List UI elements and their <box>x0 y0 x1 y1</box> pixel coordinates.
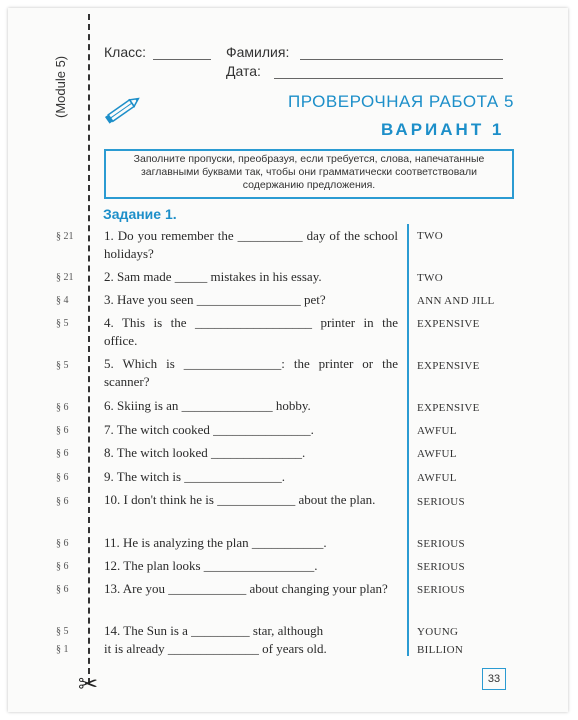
sentence: 5. Which is _______________: the printer or the scanner? <box>104 356 398 389</box>
keyword: SERIOUS <box>417 496 465 508</box>
instruction-box: Заполните пропуски, преобразуя, если требуется, слова, напечатанные заглавными буквами так, чтобы они грамматически соответствовали содержанию предложения. <box>104 149 514 199</box>
section-ref: § 6 <box>56 448 69 459</box>
section-ref: § 6 <box>56 496 69 507</box>
keyword: BILLION <box>417 644 464 656</box>
section-ref: § 6 <box>56 472 69 483</box>
keyword: SERIOUS <box>417 561 465 573</box>
sentence: 12. The plan looks _________________. <box>104 558 318 573</box>
section-ref: § 6 <box>56 561 69 572</box>
section-ref: § 6 <box>56 425 69 436</box>
section-ref: § 6 <box>56 538 69 549</box>
sentence: 1. Do you remember the __________ day of the school holidays? <box>104 228 398 261</box>
date-field[interactable] <box>274 78 503 79</box>
keyword: SERIOUS <box>417 584 465 596</box>
sentence: 3. Have you seen ________________ pet? <box>104 292 326 307</box>
keyword: AWFUL <box>417 425 457 437</box>
section-ref: § 5 <box>56 360 69 371</box>
module-label: (Module 5) <box>53 55 68 118</box>
pencil-icon <box>100 92 144 128</box>
section-ref: § 5 <box>56 626 69 637</box>
column-divider <box>407 224 409 656</box>
section-ref: § 21 <box>56 231 74 242</box>
date-label: Дата: <box>226 63 261 79</box>
section-ref: § 4 <box>56 295 69 306</box>
sentence: 8. The witch looked ______________. <box>104 445 306 460</box>
sentence: 13. Are you ____________ about changing your plan? <box>104 581 388 596</box>
sentence: 7. The witch cooked _______________. <box>104 422 314 437</box>
keyword: EXPENSIVE <box>417 402 480 414</box>
keyword: SERIOUS <box>417 538 465 550</box>
class-label: Класс: <box>104 44 146 60</box>
worksheet-title: ПРОВЕРОЧНАЯ РАБОТА 5 <box>288 92 514 111</box>
keyword: AWFUL <box>417 448 457 460</box>
page-number: 33 <box>482 668 506 690</box>
scissors-icon: ✂ <box>78 672 99 698</box>
sentence: 2. Sam made _____ mistakes in his essay. <box>104 269 322 284</box>
section-ref: § 5 <box>56 318 69 329</box>
sentence: 11. He is analyzing the plan ___________. <box>104 535 327 550</box>
cut-line <box>88 14 90 684</box>
section-ref: § 21 <box>56 272 74 283</box>
keyword: ANN AND JILL <box>417 295 495 307</box>
sentence: 14. The Sun is a _________ star, although <box>104 623 324 638</box>
section-ref: § 6 <box>56 584 69 595</box>
section-ref: § 6 <box>56 402 69 413</box>
keyword: EXPENSIVE <box>417 318 480 330</box>
keyword: TWO <box>417 230 443 242</box>
sentence: 9. The witch is _______________. <box>104 469 286 484</box>
sentence: it is already ______________ of years old. <box>104 641 327 656</box>
sentence: 10. I don't think he is ____________ about the plan. <box>104 492 376 507</box>
keyword: AWFUL <box>417 472 457 484</box>
sentence: 6. Skiing is an ______________ hobby. <box>104 398 311 413</box>
keyword: EXPENSIVE <box>417 360 480 372</box>
class-field[interactable] <box>153 59 211 60</box>
surname-field[interactable] <box>300 59 503 60</box>
variant-title: ВАРИАНТ 1 <box>381 120 505 139</box>
keyword: YOUNG <box>417 626 459 638</box>
keyword: TWO <box>417 272 443 284</box>
surname-label: Фамилия: <box>226 44 290 60</box>
task-heading: Задание 1. <box>103 206 177 222</box>
sentence: 4. This is the __________________ printer in the office. <box>104 315 398 348</box>
section-ref: § 1 <box>56 644 69 655</box>
